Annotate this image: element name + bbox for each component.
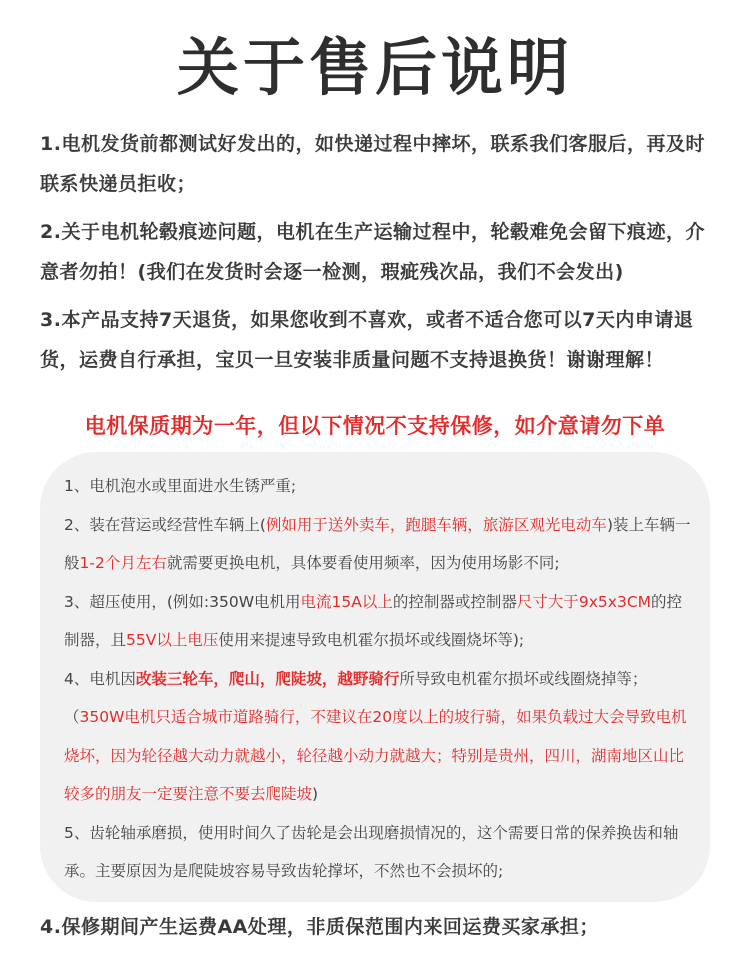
condition-2 — [64, 506, 694, 583]
condition-3-text: 的控制器，且 — [64, 592, 683, 649]
condition-2-duration: 1-2个月左右 — [79, 554, 167, 572]
condition-3-text: 的控制器或控制器 — [392, 592, 517, 611]
condition-4-text: ) — [312, 785, 319, 803]
condition-2-text: )装上车辆一般 — [64, 515, 691, 572]
note-2: 2.关于电机轮毂痕迹问题，电机在生产运输过程中，轮毂难免会留下痕迹，介意者勿拍！(我们在发货时会逐一检测，瑕疵残次品，我们不会发出) — [40, 221, 705, 283]
note-1: 1.电机发货前都测试好发出的，如快递过程中摔坏，联系我们客服后，再及时联系快递员拒收； — [40, 133, 705, 195]
notes-list — [40, 124, 720, 388]
footer-note: 4.保修期间产生运费AA处理，非质保范围内来回运费买家承担； — [40, 916, 599, 938]
condition-3 — [64, 583, 694, 660]
condition-3-size: 尺寸大于9x5x3CM — [516, 592, 652, 611]
condition-2-text: 就需要更换电机，具体要看使用频率，因为使用场影不同; — [166, 554, 560, 572]
condition-4-text: 所导致电机霍尔损坏或线圈烧掉等；（ — [64, 669, 648, 726]
condition-4-modification: 改装三轮车，爬山，爬陡坡，越野骑行 — [135, 669, 400, 688]
note-3: 3.本产品支持7天退货，如果您收到不喜欢，或者不适合您可以7天内申请退货，运费自行承担，宝贝一旦安装非质量问题不支持退换货！谢谢理解！ — [40, 309, 694, 371]
condition-4-warning: 350W电机只适合城市道路骑行，不建议在20度以上的坡行骑，如果负载过大会导致电机烧坏，因为轮径越大动力就越小，轮径越小动力就越大；特别是贵州，四川，湖南地区山比较多的朋友一定要注意不要去爬陡坡 — [64, 708, 687, 803]
conditions-list — [64, 467, 694, 891]
condition-5: 5、齿轮轴承磨损，使用时间久了齿轮是会出现磨损情况的，这个需要日常的保养换齿和轴承。主要原因为是爬陡坡容易导致齿轮撑坏，不然也不会损坏的; — [64, 823, 679, 880]
warranty-heading: 电机保质期为一年，但以下情况不支持保修，如介意请勿下单 — [84, 414, 666, 438]
condition-4 — [64, 660, 694, 814]
condition-3-voltage: 55V以上电压 — [126, 631, 219, 649]
condition-3-text: 3、超压使用，(例如:350W电机用 — [64, 592, 301, 611]
condition-1: 1、电机泡水或里面进水生锈严重; — [64, 477, 297, 495]
condition-2-text: 2、装在营运或经营性车辆上( — [64, 515, 266, 534]
condition-3-current: 电流15A以上 — [300, 592, 393, 611]
condition-2-example: 例如用于送外卖车，跑腿车辆，旅游区观光电动车 — [265, 515, 607, 534]
condition-4-text: 4、电机因 — [64, 669, 136, 688]
page-title: 关于售后说明 — [176, 31, 573, 104]
condition-3-text: 使用来提速导致电机霍尔损坏或线圈烧坏等); — [218, 631, 525, 649]
